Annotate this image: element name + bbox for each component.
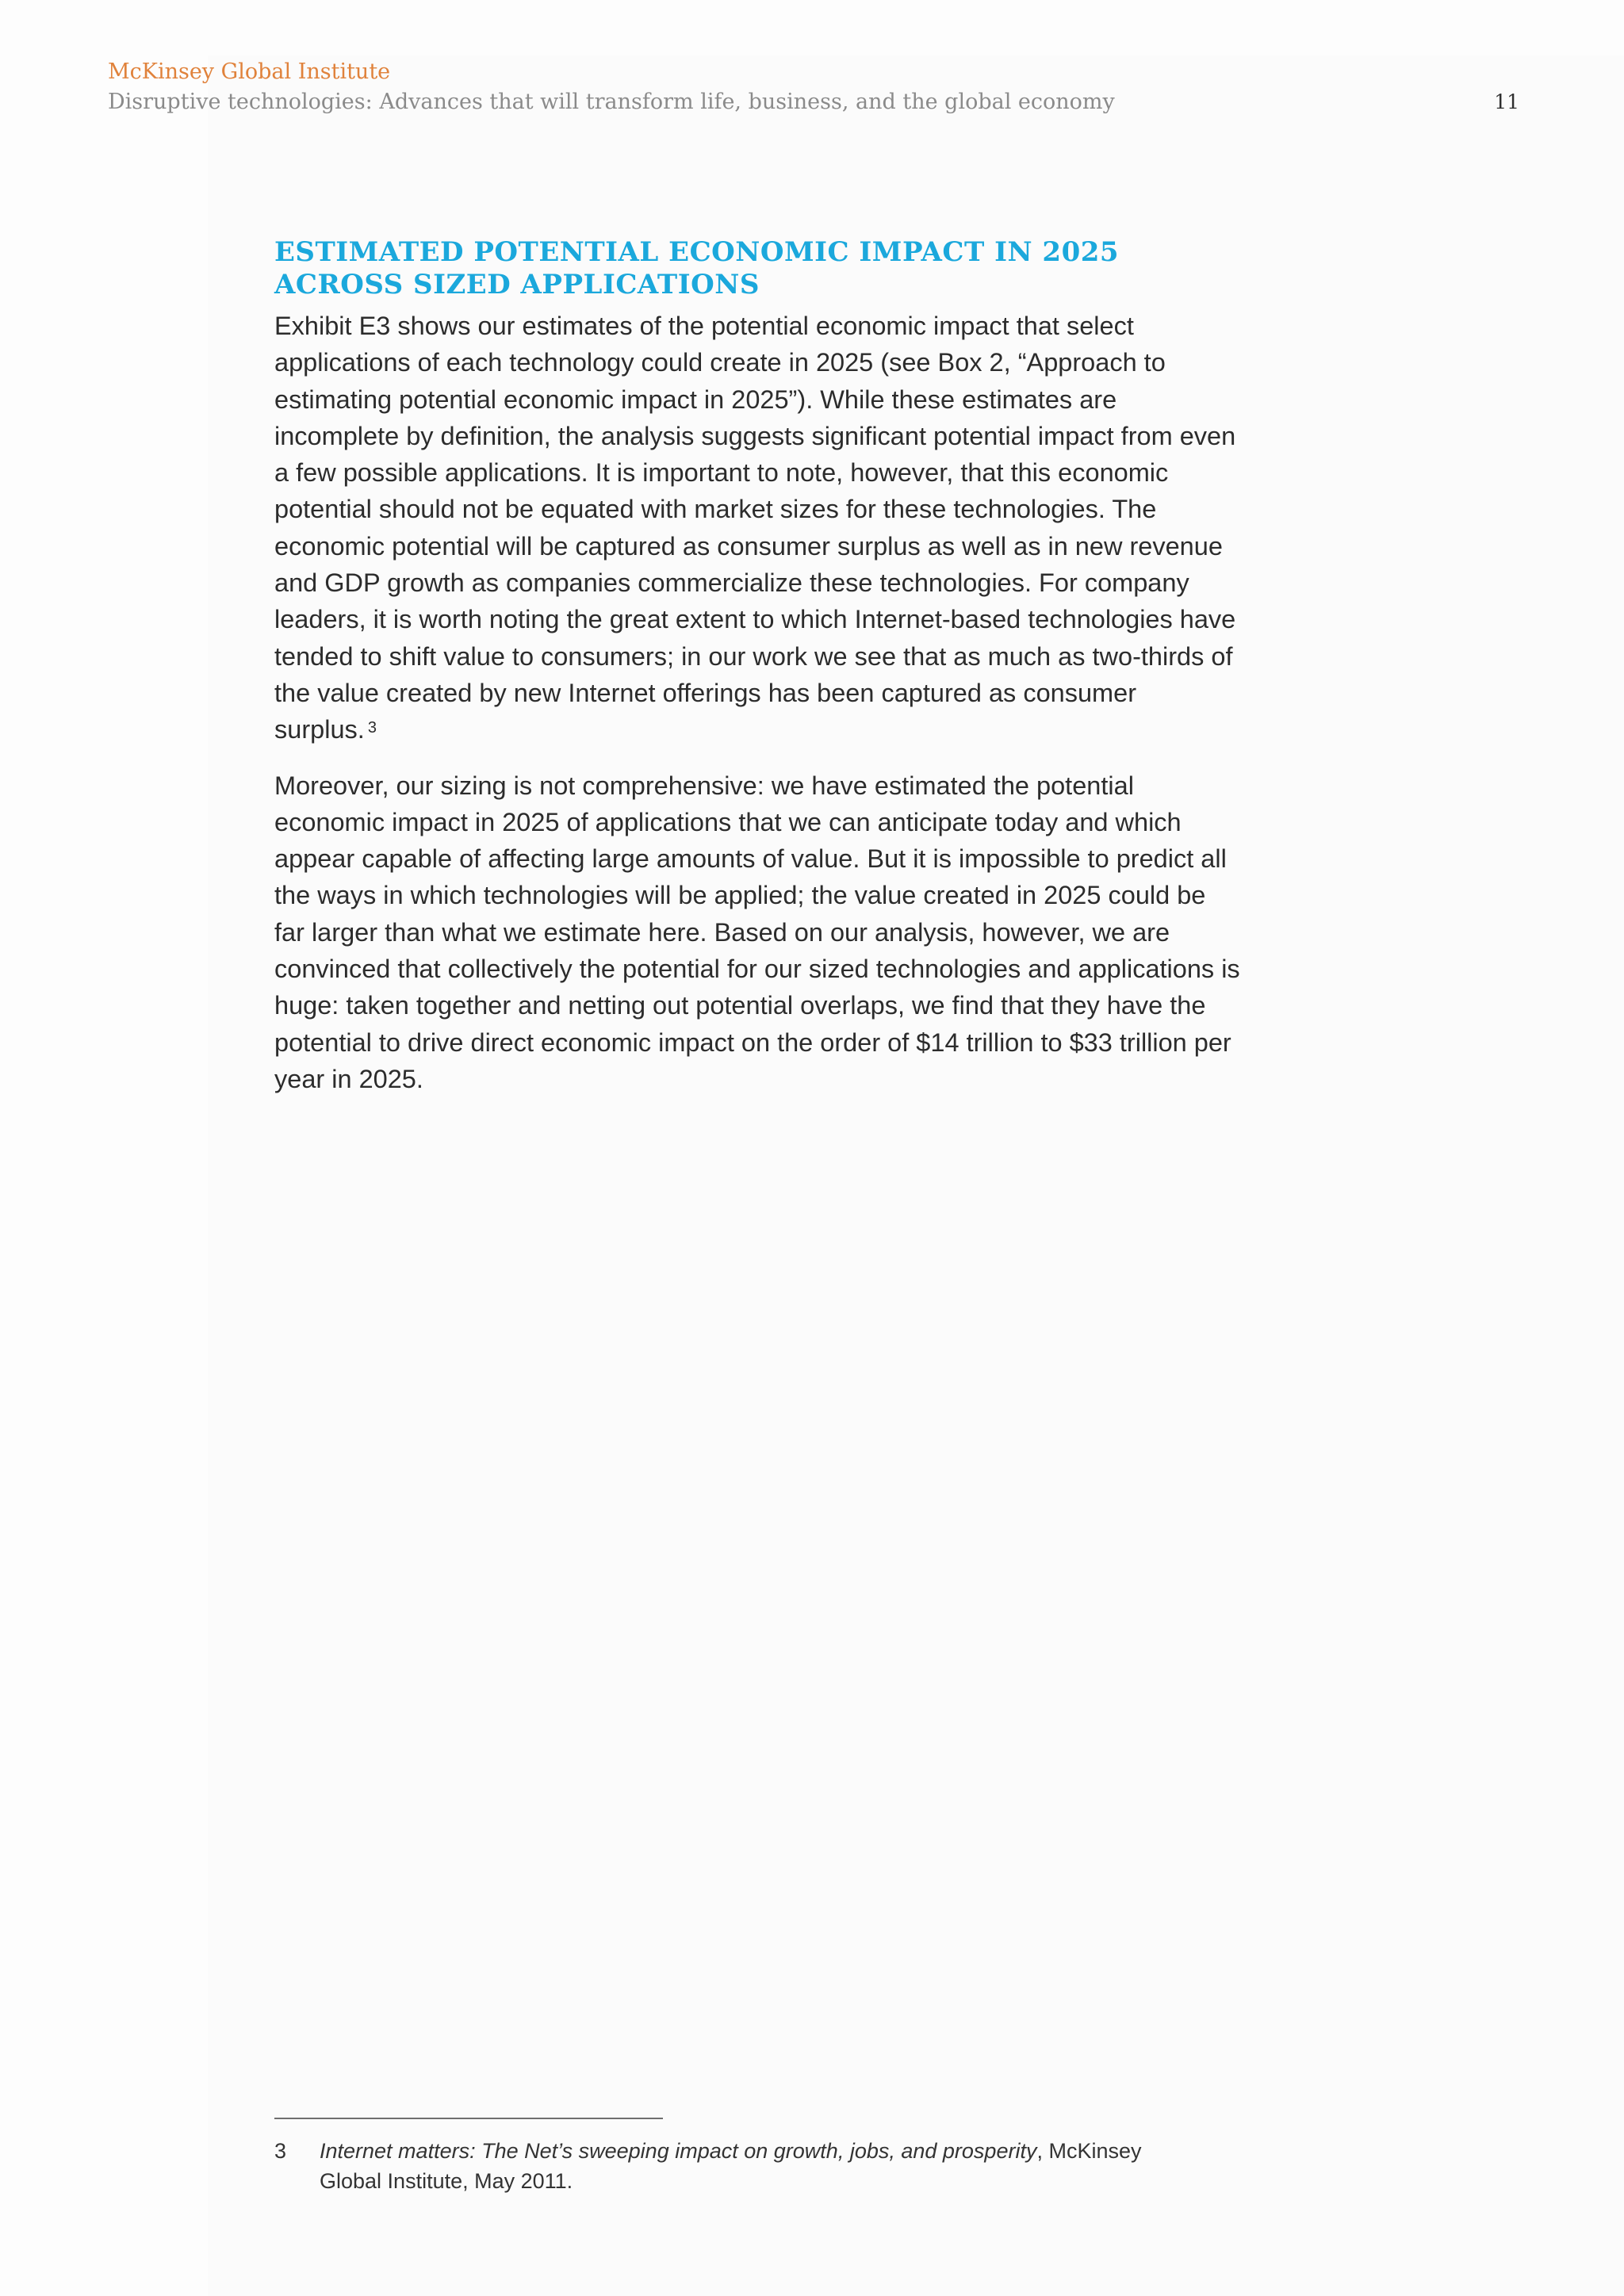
footnote-source: , McKinsey Global Institute, May 2011. <box>320 2139 1142 2193</box>
page-number: 11 <box>1494 90 1519 113</box>
main-content <box>274 236 1242 1116</box>
section-heading: ESTIMATED POTENTIAL ECONOMIC IMPACT IN 2025 ACROSS SIZED APPLICATIONS <box>274 236 1120 300</box>
report-title: Disruptive technologies: Advances that will transform life, business, and the global economy <box>108 90 1115 114</box>
body-paragraph-2: Moreover, our sizing is not comprehensive: we have estimated the potential economic impact in 2025 of applications that we can anticipate today and which appear capable of affecting large amounts of value. But it is impossible to predict all the ways in which technologies will be applied; the value created in 2025 could be far larger than what we estimate here. Based on our analysis, however, we are convinced that collectively the potential for our sized technologies and applications is huge: taken together and netting out potential overlaps, we find that they have the potential to drive direct economic impact on the order of $14 trillion to $33 trillion per year in 2025. <box>274 771 1240 1093</box>
footnote-divider <box>274 2118 663 2119</box>
running-header <box>108 57 1519 117</box>
body-paragraph-1 <box>274 308 1242 748</box>
paragraph-text: Exhibit E3 shows our estimates of the potential economic impact that select applications of each technology could create in 2025 (see Box 2, “Approach to estimating potential economic impact in 2025”). While these estimates are incomplete by definition, the analysis suggests significant potential impact from even a few possible applications. It is important to note, however, that this economic potential should not be equated with market sizes for these technologies. The economic potential will be captured as consumer surplus as well as in new revenue and GDP growth as companies commercialize these technologies. For company leaders, it is worth noting the great extent to which Internet-based technologies have tended to shift value to consumers; in our work we see that as much as two-thirds of the value created by new Internet offerings has been captured as consumer surplus. <box>274 312 1236 744</box>
footnote-cited-title: Internet matters: The Net’s sweeping impact on growth, jobs, and prosperity <box>320 2139 1037 2163</box>
publisher-name: McKinsey Global Institute <box>108 59 391 84</box>
footnote-reference[interactable]: 3 <box>367 719 377 737</box>
footnote <box>274 2136 1242 2196</box>
footnote-number: 3 <box>274 2139 287 2163</box>
footnote-text <box>320 2136 1192 2196</box>
